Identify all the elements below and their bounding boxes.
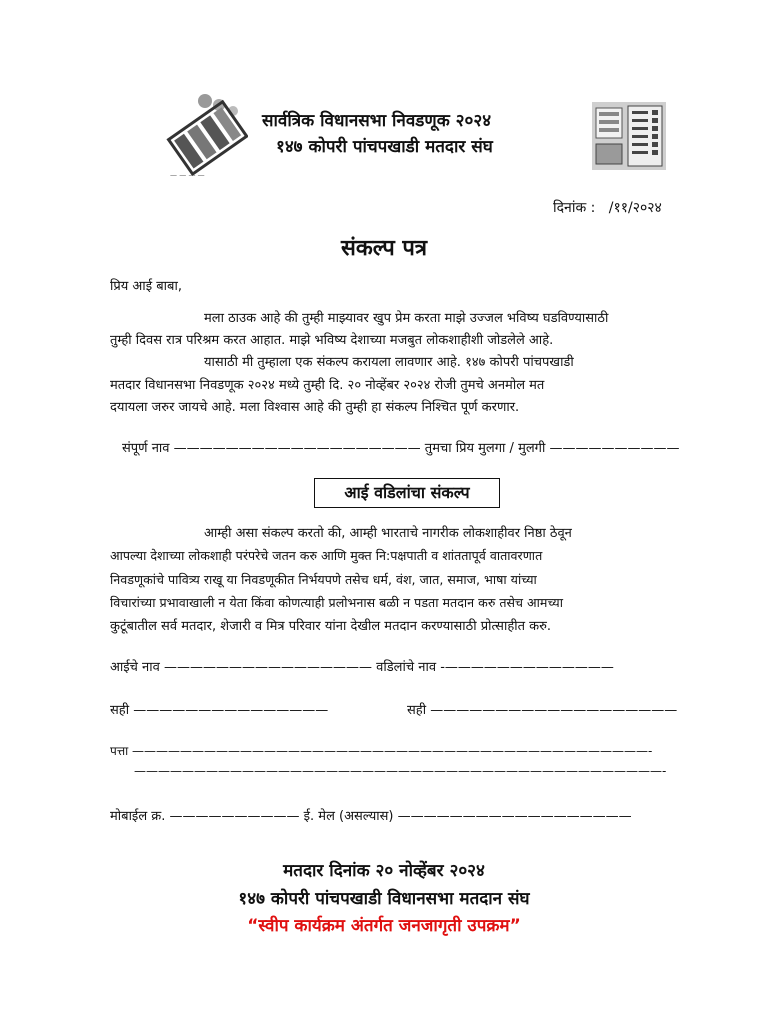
parents-pledge-heading <box>314 478 500 508</box>
para2-line2: मतदार विधानसभा निवडणूक २०२४ मध्ये तुम्ही दि. २० नोव्हेंबर २०२४ रोजी तुमचे अनमोल मत <box>110 378 545 393</box>
pledge-line2: आपल्या देशाच्या लोकशाही परंपरेचे जतन करु आणि मुक्त नि:पक्षपाती व शांततापूर्व वातावरणात <box>110 548 543 563</box>
address-field-line2[interactable]: ————————————————————————————————————————————- <box>134 764 667 778</box>
document-title: संकल्प पत्र <box>340 236 427 261</box>
father-signature-field[interactable]: सही ——————————————————— <box>407 703 678 718</box>
mother-signature-field[interactable]: सही ——————————————— <box>110 703 329 718</box>
election-title: सार्वत्रिक विधानसभा निवडणूक २०२४ <box>262 111 492 131</box>
footer-constituency: १४७ कोपरी पांचपखाडी विधानसभा मतदान संघ <box>238 889 530 909</box>
contact-field[interactable]: मोबाईल क्र. —————————— ई. मेल (असल्यास) —————————————————— <box>110 809 632 824</box>
salutation: प्रिय आई बाबा, <box>110 279 182 294</box>
address-field-line1[interactable]: पत्ता ———————————————————————————————————————————- <box>110 744 653 758</box>
pledge-line5: कुटूंबातील सर्व मतदार, शेजारी व मित्र परिवार यांना देखील मतदान करण्यासाठी प्रोत्साहीत करु. <box>110 619 552 634</box>
constituency-title: १४७ कोपरी पांचपखाडी मतदार संघ <box>276 137 493 157</box>
para1-line1: मला ठाउक आहे की तुम्ही माझ्यावर खुप प्रेम करता माझे उज्जल भविष्य घडविण्यासाठी <box>204 311 609 326</box>
child-name-field[interactable]: संपूर्ण नाव ——————————————————— तुमचा प्रिय मुलगा / मुलगी —————————— <box>122 441 680 456</box>
election-commission-logo-icon <box>160 93 248 183</box>
pledge-line4: विचारांच्या प्रभावाखाली न येता किंवा कोणत्याही प्रलोभनास बळी न पडता मतदान करु तसेच आमच्या <box>110 595 564 610</box>
parent-names-field[interactable]: आईचे नाव ———————————————— वडिलांचे नाव -————————————— <box>110 660 614 675</box>
evm-machine-icon <box>592 102 666 170</box>
parents-pledge-heading-text: आई वडिलांचा संकल्प <box>344 483 470 502</box>
footer-voting-date: मतदार दिनांक २० नोव्हेंबर २०२४ <box>283 861 485 881</box>
pledge-line1: आम्ही असा संकल्प करतो की, आम्ही भारताचे नागरीक लोकशाहीवर निष्ठा ठेवून <box>204 526 572 541</box>
footer-sveep-slogan: “स्वीप कार्यक्रम अंतर्गत जनजागृती उपक्रम” <box>247 916 521 936</box>
svg-text:— — — —: — — — — <box>170 171 205 179</box>
date-line: दिनांक : /११/२०२४ <box>553 200 662 216</box>
para2-line1: यासाठी मी तुम्हाला एक संकल्प करायला लावणार आहे. १४७ कोपरी पांचपखाडी <box>204 355 574 370</box>
para1-line2: तुम्ही दिवस रात्र परिश्रम करत आहात. माझे भविष्य देशाच्या मजबुत लोकशाहीशी जोडलेले आहे. <box>110 333 554 348</box>
para2-line3: दयायला जरुर जायचे आहे. मला विश्वास आहे की तुम्ही हा संकल्प निश्चित पूर्ण करणार. <box>110 400 520 415</box>
pledge-line3: निवडणूकांचे पावित्र्य राखू या निवडणूकीत निर्भयपणे तसेच धर्म, वंश, जात, समाज, भाषा यांच्या <box>110 572 537 587</box>
